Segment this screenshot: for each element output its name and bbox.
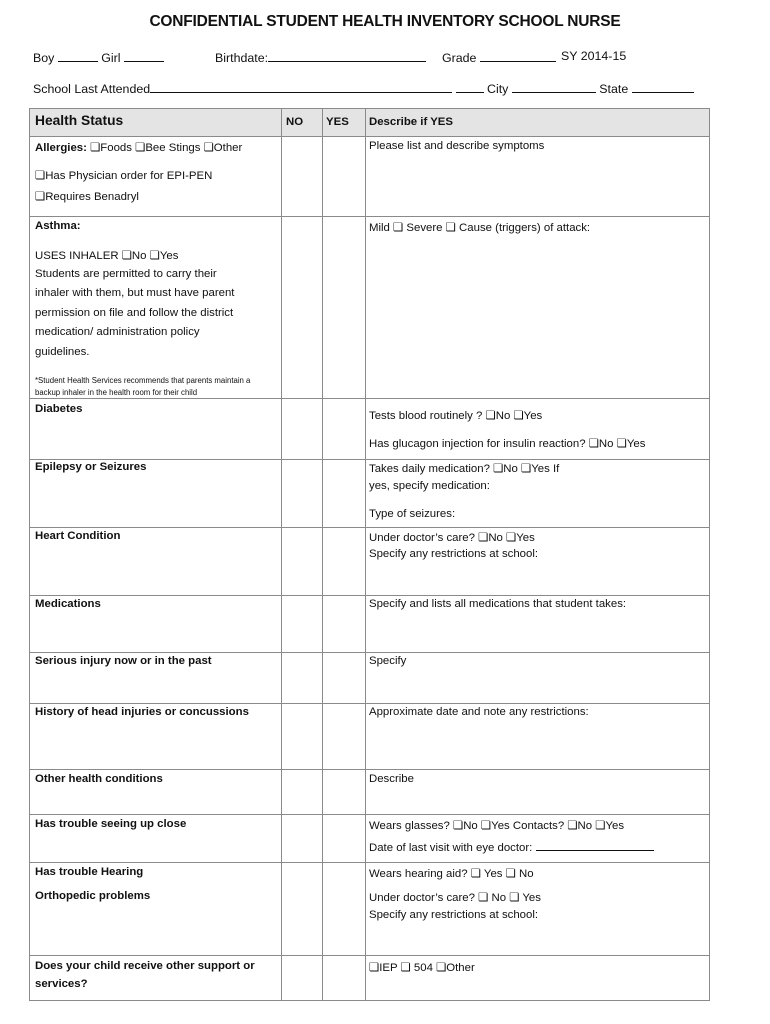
row-divider xyxy=(30,398,709,399)
form-title: CONFIDENTIAL STUDENT HEALTH INVENTORY SCHOOL NURSE xyxy=(149,13,621,30)
birthdate-field[interactable] xyxy=(268,49,426,62)
eye-doctor-label: Date of last visit with eye doctor: xyxy=(369,842,533,854)
epilepsy-describe-2: yes, specify medication: xyxy=(369,480,490,492)
epilepsy-describe-1[interactable]: Takes daily medication? ❏No ❏Yes If xyxy=(369,463,560,475)
support-describe[interactable]: ❏IEP ❏ 504 ❏Other xyxy=(369,962,475,974)
hearing-label: Has trouble Hearing xyxy=(35,866,144,878)
epipen-checkbox[interactable]: ❏Has Physician order for EPI-PEN xyxy=(35,170,213,182)
boy-field[interactable] xyxy=(58,49,98,62)
allergies-describe: Please list and describe symptoms xyxy=(369,140,545,152)
row-divider xyxy=(30,769,709,770)
epilepsy-describe-3: Type of seizures: xyxy=(369,508,456,520)
state-label: State xyxy=(599,82,629,96)
heart-describe-1[interactable]: Under doctor’s care? ❏No ❏Yes xyxy=(369,532,535,544)
row-divider xyxy=(30,703,709,704)
row-divider xyxy=(30,862,709,863)
column-divider xyxy=(281,109,282,1000)
inhaler-checkbox[interactable]: USES INHALER ❏No ❏Yes xyxy=(35,250,179,262)
asthma-note-line: inhaler with them, but must have parent xyxy=(35,287,235,299)
other-conditions-label: Other health conditions xyxy=(35,773,163,785)
asthma-note-line: permission on file and follow the district xyxy=(35,307,234,319)
medications-label: Medications xyxy=(35,598,101,610)
asthma-note-line: medication/ administration policy xyxy=(35,326,200,338)
benadryl-checkbox[interactable]: ❏Requires Benadryl xyxy=(35,191,139,203)
column-divider xyxy=(322,109,323,1000)
header-line-2 xyxy=(33,80,694,96)
orthopedic-describe-2: Specify any restrictions at school: xyxy=(369,909,539,921)
diabetes-describe-2[interactable]: Has glucagon injection for insulin reaction? ❏No ❏Yes xyxy=(369,438,646,450)
school-last-attended-label: School Last Attended xyxy=(33,82,151,96)
grade-group xyxy=(442,49,556,65)
asthma-label: Asthma: xyxy=(35,220,81,232)
hearing-describe[interactable]: Wears hearing aid? ❏ Yes ❏ No xyxy=(369,868,534,880)
eye-doctor-date-field[interactable] xyxy=(536,838,654,851)
allergies-label: Allergies: xyxy=(35,142,87,154)
allergies-options[interactable]: ❏Foods ❏Bee Stings ❏Other xyxy=(90,142,243,154)
seeing-describe-2-group xyxy=(369,838,654,854)
allergies-label-group xyxy=(35,140,242,154)
asthma-footnote: backup inhaler in the health room for their child xyxy=(35,388,198,397)
seeing-label: Has trouble seeing up close xyxy=(35,818,187,830)
heart-label: Heart Condition xyxy=(35,530,121,542)
heart-describe-2: Specify any restrictions at school: xyxy=(369,548,539,560)
diabetes-describe-1[interactable]: Tests blood routinely ? ❏No ❏Yes xyxy=(369,410,543,422)
orthopedic-label: Orthopedic problems xyxy=(35,890,151,902)
column-header-health-status: Health Status xyxy=(35,113,124,128)
injury-describe: Specify xyxy=(369,655,407,667)
row-divider xyxy=(30,814,709,815)
orthopedic-describe-1[interactable]: Under doctor’s care? ❏ No ❏ Yes xyxy=(369,892,541,904)
boy-label: Boy xyxy=(33,51,55,65)
row-divider xyxy=(30,595,709,596)
head-injuries-describe: Approximate date and note any restrictions: xyxy=(369,706,589,718)
asthma-note-line: Students are permitted to carry their xyxy=(35,268,217,280)
birthdate-label: Birthdate: xyxy=(215,51,269,65)
school-year: SY 2014-15 xyxy=(561,49,627,63)
city-label: City xyxy=(487,82,509,96)
state-field[interactable] xyxy=(632,80,694,93)
school-field-extra[interactable] xyxy=(456,80,484,93)
diabetes-label: Diabetes xyxy=(35,403,83,415)
support-label-1: Does your child receive other support or xyxy=(35,960,255,972)
column-header-no: NO xyxy=(286,116,304,128)
grade-field[interactable] xyxy=(480,49,556,62)
row-divider xyxy=(30,136,709,137)
health-status-table xyxy=(29,108,710,1001)
column-header-yes: YES xyxy=(326,116,349,128)
row-divider xyxy=(30,955,709,956)
city-field[interactable] xyxy=(512,80,596,93)
row-divider xyxy=(30,527,709,528)
support-label-2: services? xyxy=(35,978,88,990)
column-header-describe: Describe if YES xyxy=(369,116,453,128)
column-divider xyxy=(365,109,366,1000)
birthdate-group xyxy=(215,49,426,65)
epilepsy-label: Epilepsy or Seizures xyxy=(35,461,147,473)
row-divider xyxy=(30,459,709,460)
injury-label: Serious injury now or in the past xyxy=(35,655,212,667)
school-last-attended-field[interactable] xyxy=(150,80,452,93)
asthma-describe[interactable]: Mild ❏ Severe ❏ Cause (triggers) of attack: xyxy=(369,222,591,234)
medications-describe: Specify and lists all medications that student takes: xyxy=(369,598,627,610)
asthma-footnote: *Student Health Services recommends that parents maintain a xyxy=(35,376,251,385)
seeing-describe-1[interactable]: Wears glasses? ❏No ❏Yes Contacts? ❏No ❏Yes xyxy=(369,820,625,832)
girl-label: Girl xyxy=(101,51,121,65)
head-injuries-label: History of head injuries or concussions xyxy=(35,706,249,718)
row-divider xyxy=(30,216,709,217)
girl-field[interactable] xyxy=(124,49,164,62)
row-divider xyxy=(30,652,709,653)
asthma-note-line: guidelines. xyxy=(35,346,90,358)
grade-label: Grade xyxy=(442,51,477,65)
header-line-1 xyxy=(33,49,164,65)
other-conditions-describe: Describe xyxy=(369,773,414,785)
